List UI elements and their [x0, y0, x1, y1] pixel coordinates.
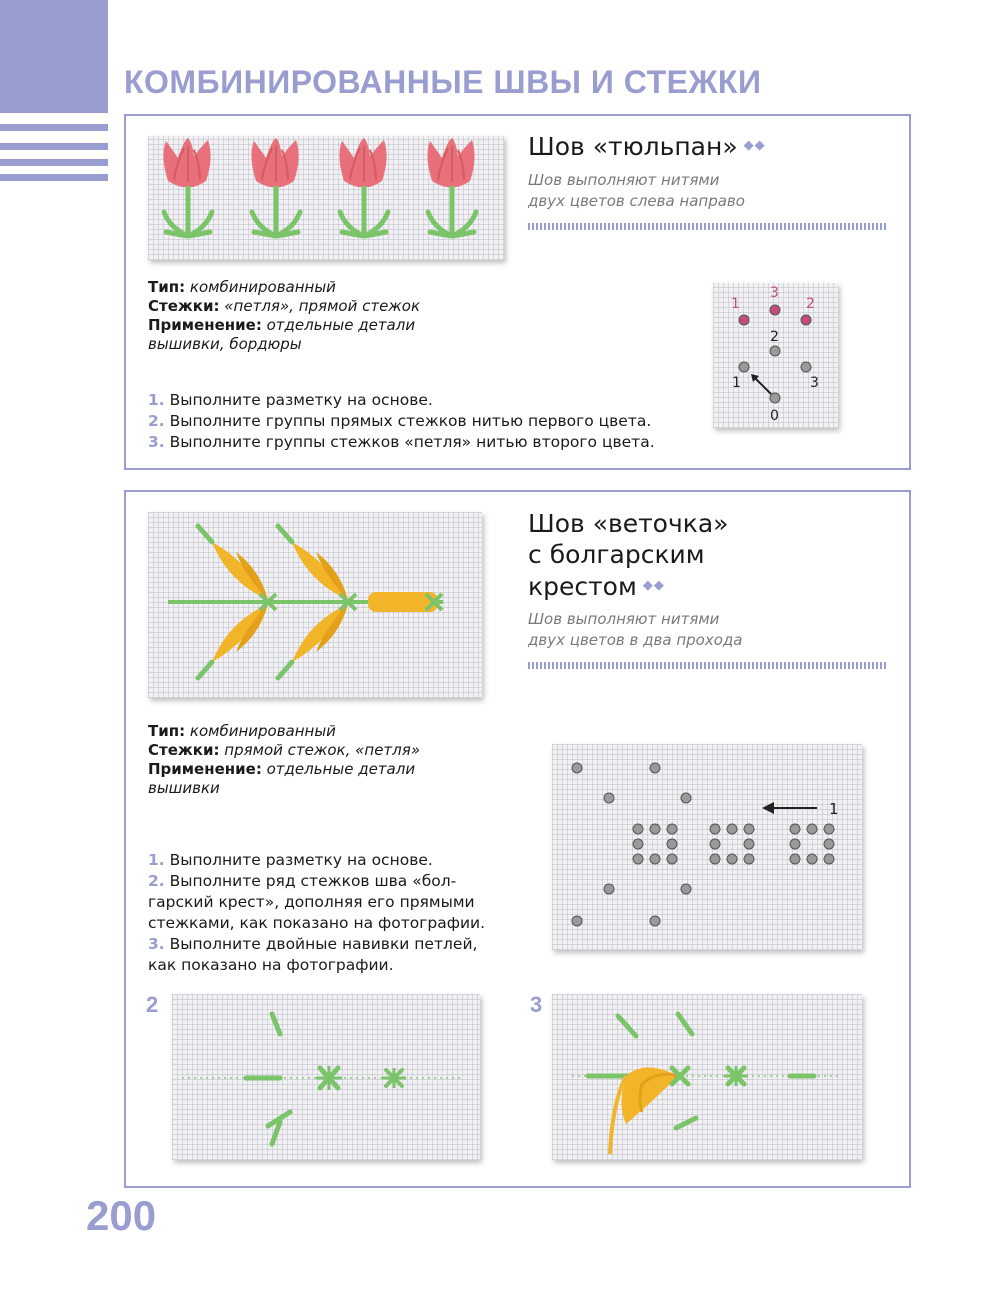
- tulip-stitch-photo: [148, 136, 504, 260]
- step-continuation: гарский крест», дополняя его прямыми: [148, 893, 475, 911]
- stitches-value: «петля», прямой стежок: [224, 297, 421, 315]
- subtitle-line: Шов выполняют нитями: [528, 610, 720, 628]
- difficulty-icon: ◆◆: [642, 578, 665, 593]
- stitches-label: Стежки:: [148, 741, 220, 759]
- dotted-divider: [528, 223, 886, 230]
- step-item: 3. Выполните группы стежков «петля» нитью второго цвета.: [148, 433, 655, 451]
- header-stripe: [0, 124, 108, 131]
- step-item: 2. Выполните группы прямых стежков нитью первого цвета.: [148, 412, 652, 430]
- subtitle-line: двух цветов слева направо: [528, 192, 745, 210]
- header-stripe: [0, 143, 108, 150]
- marker-label: 2: [806, 296, 815, 312]
- marker-label: 3: [810, 375, 819, 391]
- type-value: комбинированный: [189, 722, 336, 740]
- step-continuation: как показано на фотографии.: [148, 956, 394, 974]
- sprig-stitch-photo: [148, 512, 482, 698]
- subtitle-line: двух цветов в два прохода: [528, 631, 743, 649]
- step-continuation: стежками, как показано на фотографии.: [148, 914, 486, 932]
- tulip-stitch-title: [528, 130, 766, 162]
- sprig-marking-diagram: [552, 744, 862, 950]
- tulip-stitch-subtitle: [528, 170, 745, 212]
- usage-label: Применение:: [148, 316, 262, 334]
- marking-points: [713, 283, 838, 428]
- usage-label: Применение:: [148, 760, 262, 778]
- type-value: комбинированный: [189, 278, 336, 296]
- dotted-divider: [528, 662, 886, 669]
- stitches-label: Стежки:: [148, 297, 220, 315]
- corner-decoration: [0, 0, 108, 113]
- marker-label: 1: [732, 375, 741, 391]
- marker-label: 2: [770, 329, 779, 345]
- title-line: крестом: [528, 572, 637, 601]
- header-stripe: [0, 159, 108, 166]
- difficulty-icon: ◆◆: [743, 138, 766, 153]
- usage-value: вышивки: [148, 779, 220, 797]
- title-line: с болгарским: [528, 540, 705, 569]
- type-label: Тип:: [148, 722, 186, 740]
- sprig-stitch-title: [528, 508, 728, 602]
- marker-label: 1: [829, 800, 839, 818]
- photo-label-2: 2: [146, 992, 159, 1017]
- tulip-stitch-steps: [148, 390, 655, 453]
- page-number: 200: [86, 1192, 157, 1239]
- step-3-illustration: [552, 994, 862, 1160]
- marking-points: [552, 744, 862, 950]
- title-line: Шов «веточка»: [528, 509, 729, 538]
- step-item: 1. Выполните разметку на основе.: [148, 391, 433, 409]
- usage-value: отдельные детали: [266, 760, 416, 778]
- type-label: Тип:: [148, 278, 186, 296]
- usage-value: отдельные детали: [266, 316, 416, 334]
- stitches-value: прямой стежок, «петля»: [224, 741, 421, 759]
- step-3-photo: [552, 994, 862, 1160]
- sprig-stitch-steps: [148, 850, 485, 976]
- step-item: 2. Выполните ряд стежков шва «бол-: [148, 872, 457, 890]
- subtitle-line: Шов выполняют нитями: [528, 171, 720, 189]
- sprig-stitch-info: [148, 722, 420, 798]
- tulip-marking-diagram: [713, 283, 838, 428]
- step-2-photo: [172, 994, 480, 1160]
- photo-label-3: 3: [530, 992, 543, 1017]
- tulip-stitch-title-text: Шов «тюльпан»: [528, 132, 738, 161]
- marker-label: 1: [731, 296, 740, 312]
- usage-value: вышивки, бордюры: [148, 335, 302, 353]
- page-title: КОМБИНИРОВАННЫЕ ШВЫ И СТЕЖКИ: [124, 64, 762, 100]
- step-item: 1. Выполните разметку на основе.: [148, 851, 433, 869]
- tulip-stitch-illustration: [148, 136, 504, 260]
- tulip-stitch-info: [148, 278, 420, 354]
- marker-label: 3: [770, 285, 779, 301]
- sprig-stitch-illustration: [148, 512, 482, 698]
- step-item: 3. Выполните двойные навивки петлей,: [148, 935, 478, 953]
- marker-label: 0: [770, 408, 779, 424]
- step-2-illustration: [172, 994, 480, 1160]
- header-stripe: [0, 174, 108, 181]
- sprig-stitch-subtitle: [528, 609, 742, 651]
